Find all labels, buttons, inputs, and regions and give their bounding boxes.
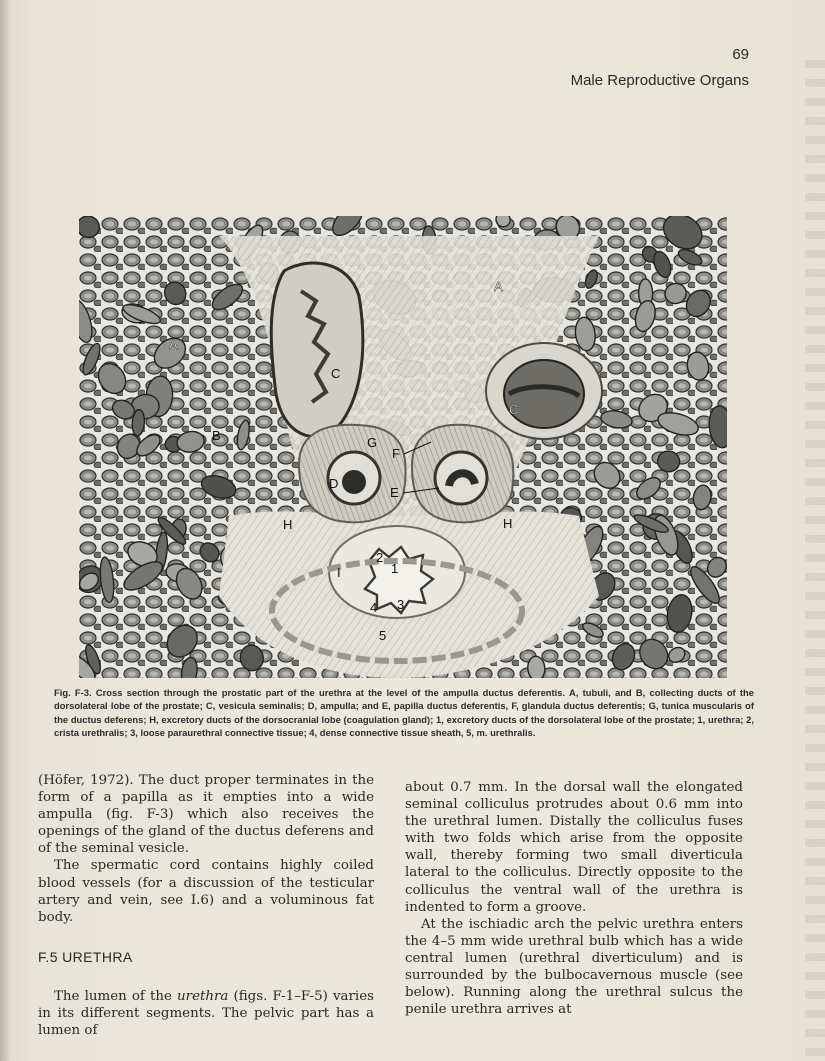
label-i: I bbox=[337, 565, 341, 580]
label-f: F bbox=[392, 446, 400, 461]
label-g: G bbox=[367, 435, 378, 450]
spine-shadow bbox=[0, 0, 10, 1061]
left-column bbox=[38, 772, 374, 1039]
histology-figure bbox=[79, 216, 727, 678]
section-heading-urethra: F.5 URETHRA bbox=[38, 948, 133, 965]
label-d: D bbox=[329, 476, 339, 491]
label-c-left: C bbox=[331, 366, 341, 381]
figure-caption: Fig. F-3. Cross section through the prostatic part of the urethra at the level of the ampulla ductus deferentis. A, tubuli, and B, collecting ducts of the dorsolateral lobe of the prostate; C, vesicula seminalis; D, ampulla; and E, papilla ductus deferentis, F, glandula ductus deferentis; G, tunica muscularis of the ductus deferens; H, excretory ducts of the dorsocranial lobe (coagulation gland); 1, excretory ducts of the dorsolateral lobe of the prostate; 1, urethra; 2, crista urethralis; 3, loose paraurethral connective tissue; 4, dense connective tissue sheath, 5, m. urethralis. bbox=[54, 687, 754, 739]
next-page-edge bbox=[805, 60, 825, 1060]
label-h-right: H bbox=[503, 516, 513, 531]
section-title: Male Reproductive Organs bbox=[570, 72, 749, 89]
label-a-left: A bbox=[169, 337, 178, 352]
label-c-right: C bbox=[509, 402, 519, 417]
label-b: B bbox=[212, 428, 221, 443]
label-2: 2 bbox=[376, 550, 384, 565]
label-a-right: A bbox=[494, 279, 503, 294]
micrograph bbox=[79, 216, 727, 678]
papilla-left bbox=[342, 470, 366, 494]
label-5: 5 bbox=[379, 628, 387, 643]
running-head bbox=[571, 44, 749, 92]
label-3: 3 bbox=[397, 597, 405, 612]
label-e: E bbox=[390, 485, 399, 500]
italic-term-urethra: urethra bbox=[177, 988, 229, 1004]
page-number: 69 bbox=[732, 46, 749, 63]
right-column bbox=[405, 779, 743, 1018]
paragraph-urethra-lumen bbox=[38, 988, 374, 1039]
label-1: 1 bbox=[391, 561, 399, 576]
label-h-left: H bbox=[283, 517, 293, 532]
ampulla-right-lumen bbox=[435, 452, 487, 504]
paragraph-colliculus: about 0.7 mm. In the dorsal wall the elongated seminal colliculus protrudes about 0.6 mm into the urethral lumen. Distally the colliculus fuses with two folds which arise from the opposite wall, thereby forming two small diverticula lateral to the colliculus. Directly opposite to the colliculus the ventral wall of the urethra is indented to form a groove. bbox=[405, 780, 743, 915]
paragraph-spermatic-cord: The spermatic cord contains highly coiled blood vessels (for a discussion of the testicular artery and vein, see I.6) and a voluminous fat body. bbox=[38, 858, 374, 925]
text-run: The lumen of the bbox=[54, 988, 178, 1004]
vesicula-seminalis-left bbox=[271, 263, 363, 437]
paragraph-ductus-terminus: (Höfer, 1972). The duct proper terminates in the form of a papilla as it empties into a wide ampulla (fig. F-3) which also receives the openings of the gland of the ductus deferens and of the seminal vesicle. bbox=[38, 773, 374, 857]
paragraph-urethral-bulb: At the ischiadic arch the pelvic urethra enters the 4–5 mm wide urethral bulb which has a wide central lumen (urethral diverticulum) and is surrounded by the bulbocavernous muscle (see below). Running along the urethral sulcus the penile urethra arrives at bbox=[405, 916, 743, 1018]
label-4: 4 bbox=[370, 600, 378, 615]
text-run: (figs. F-1–F-5) varies in its different segments. The pelvic part has a lumen of bbox=[38, 988, 375, 1039]
